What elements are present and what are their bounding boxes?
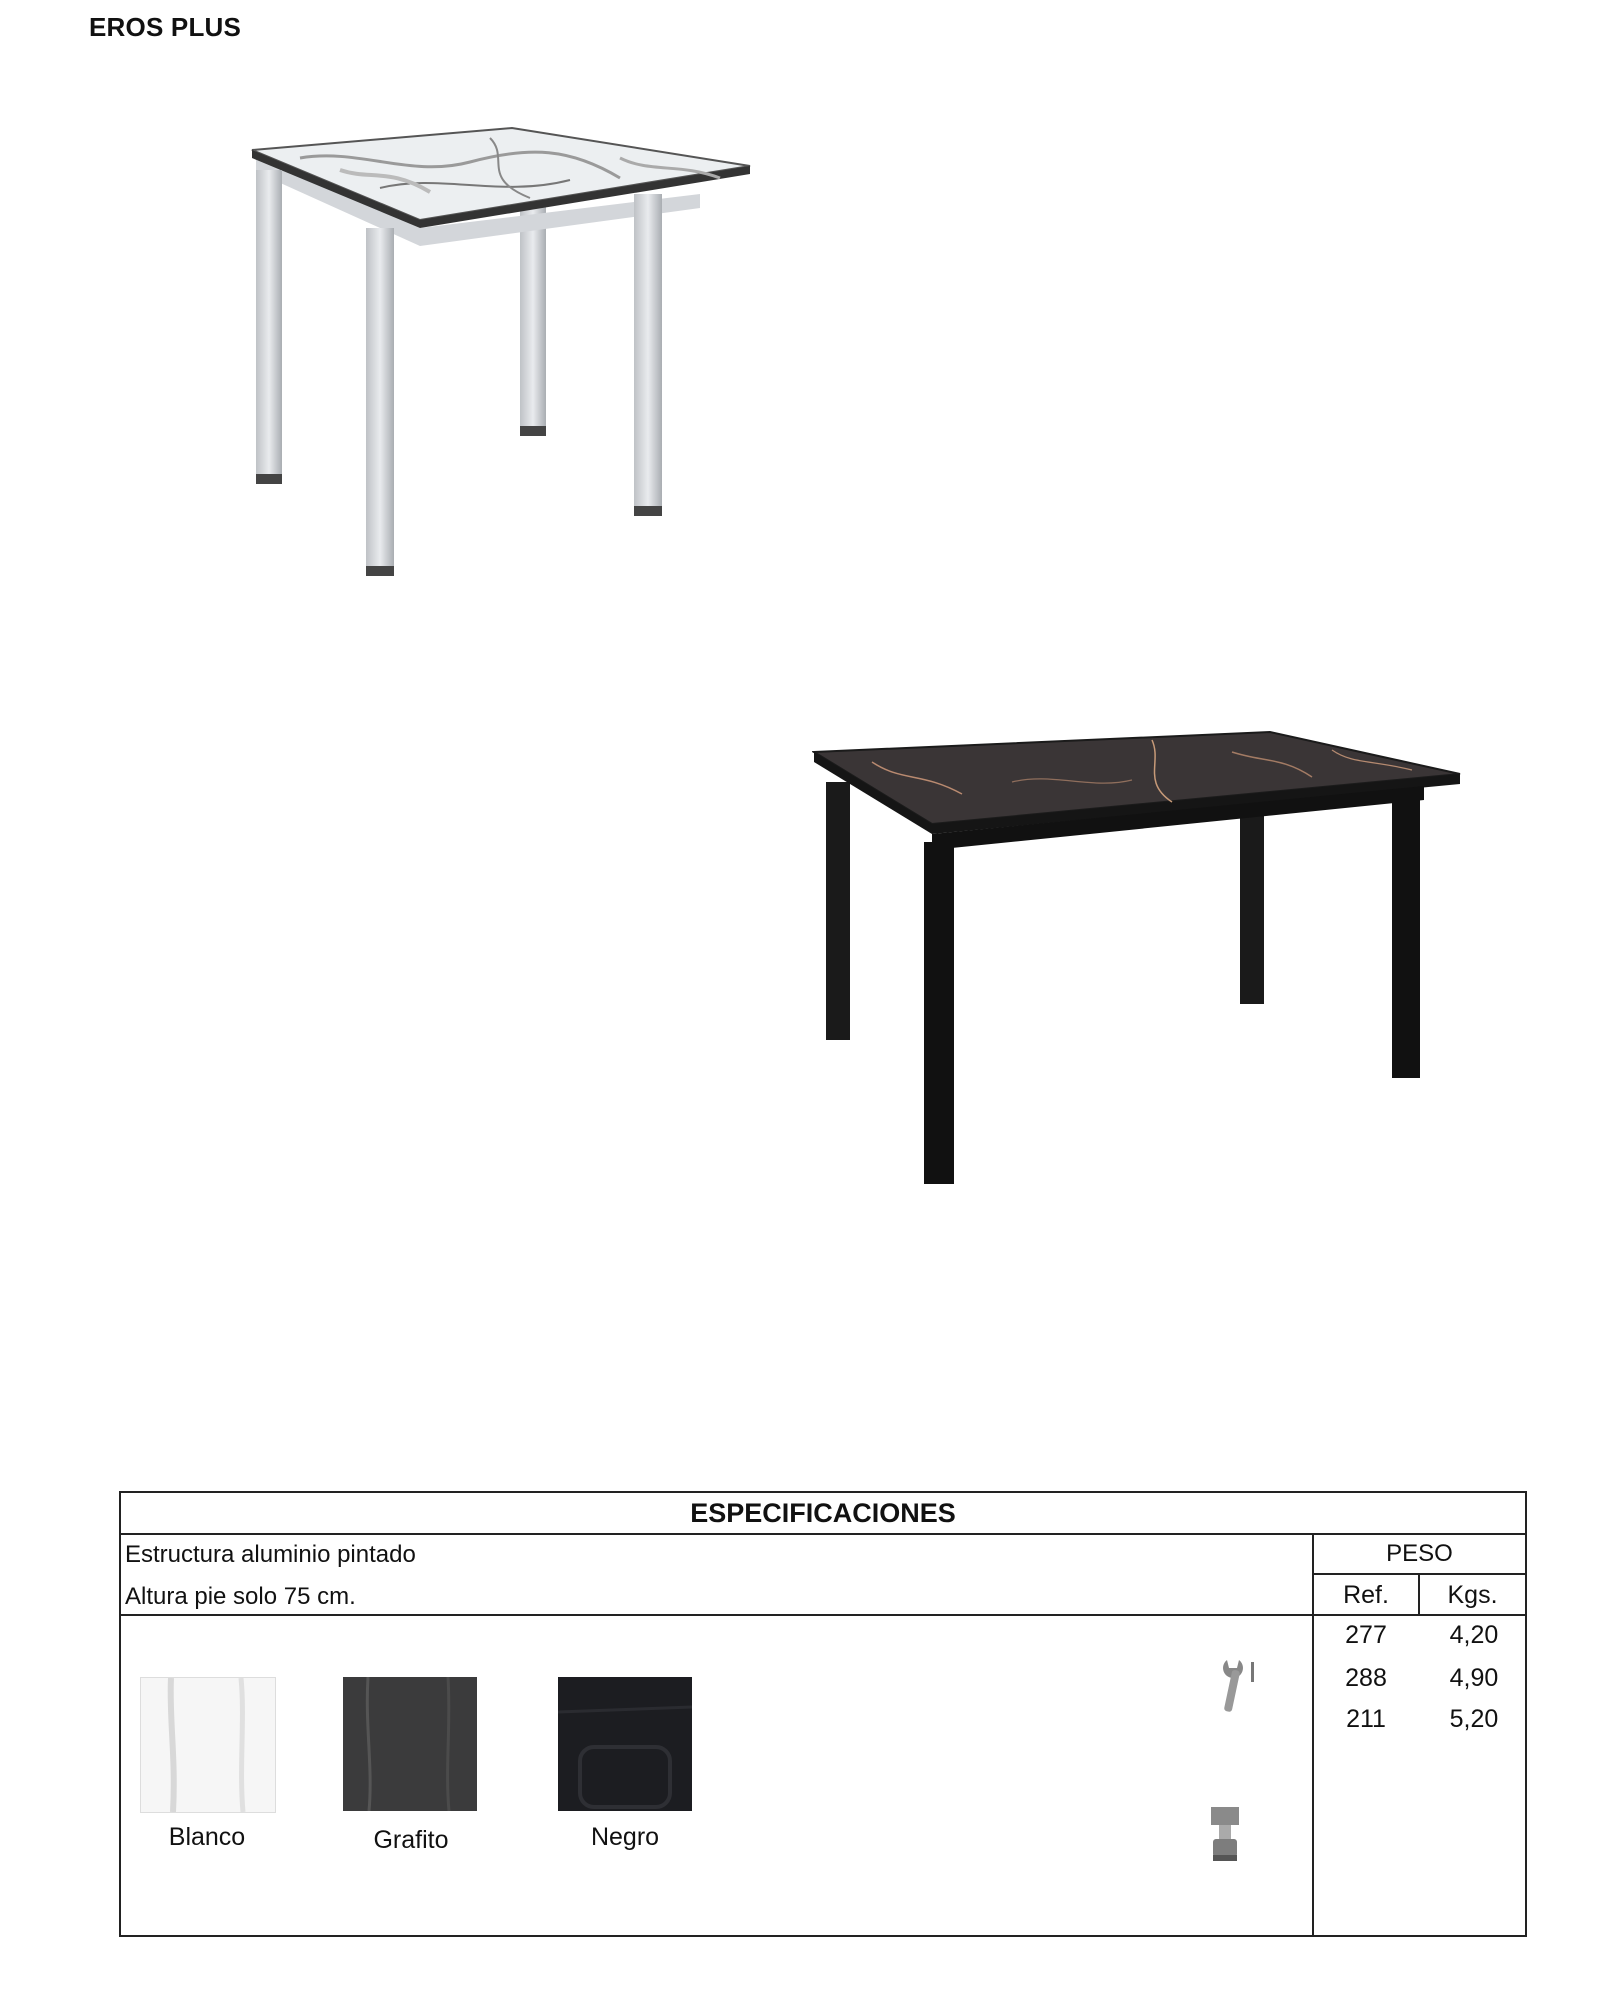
black-finish-texture bbox=[558, 1677, 692, 1811]
finish-label-negro: Negro bbox=[590, 1823, 660, 1851]
finish-swatch-blanco bbox=[140, 1677, 276, 1813]
finish-swatch-grafito bbox=[343, 1677, 477, 1811]
dark-table-photo bbox=[812, 722, 1462, 1184]
specifications-heading: ESPECIFICACIONES bbox=[121, 1493, 1525, 1535]
weight-kgs: 5,20 bbox=[1449, 1705, 1499, 1733]
weight-ref: 277 bbox=[1345, 1621, 1387, 1649]
weight-ref: 211 bbox=[1346, 1705, 1386, 1733]
ref-column-header: Ref. bbox=[1314, 1575, 1420, 1614]
white-finish-texture bbox=[141, 1678, 275, 1812]
product-title: EROS PLUS bbox=[89, 12, 242, 42]
weight-kgs: 4,20 bbox=[1449, 1621, 1499, 1649]
finish-swatch-negro bbox=[558, 1677, 692, 1811]
weight-row bbox=[1314, 1621, 1525, 1661]
weight-ref: 288 bbox=[1345, 1664, 1387, 1692]
weight-row bbox=[1314, 1705, 1525, 1745]
spec-height: Altura pie solo 75 cm. bbox=[125, 1583, 356, 1610]
spec-structure: Estructura aluminio pintado bbox=[125, 1541, 416, 1568]
wrench-icon bbox=[1209, 1656, 1259, 1718]
finish-label-grafito: Grafito bbox=[373, 1826, 449, 1854]
weight-heading: PESO bbox=[1314, 1533, 1525, 1575]
weight-row bbox=[1314, 1664, 1525, 1704]
white-table-photo bbox=[240, 118, 760, 583]
row-divider bbox=[121, 1614, 1312, 1616]
weight-kgs: 4,90 bbox=[1449, 1664, 1499, 1692]
specifications-table bbox=[119, 1491, 1527, 1937]
kgs-column-header: Kgs. bbox=[1447, 1581, 1498, 1609]
graphite-finish-texture bbox=[343, 1677, 477, 1811]
leveling-foot-icon bbox=[1205, 1805, 1245, 1865]
finish-label-blanco: Blanco bbox=[168, 1823, 246, 1851]
